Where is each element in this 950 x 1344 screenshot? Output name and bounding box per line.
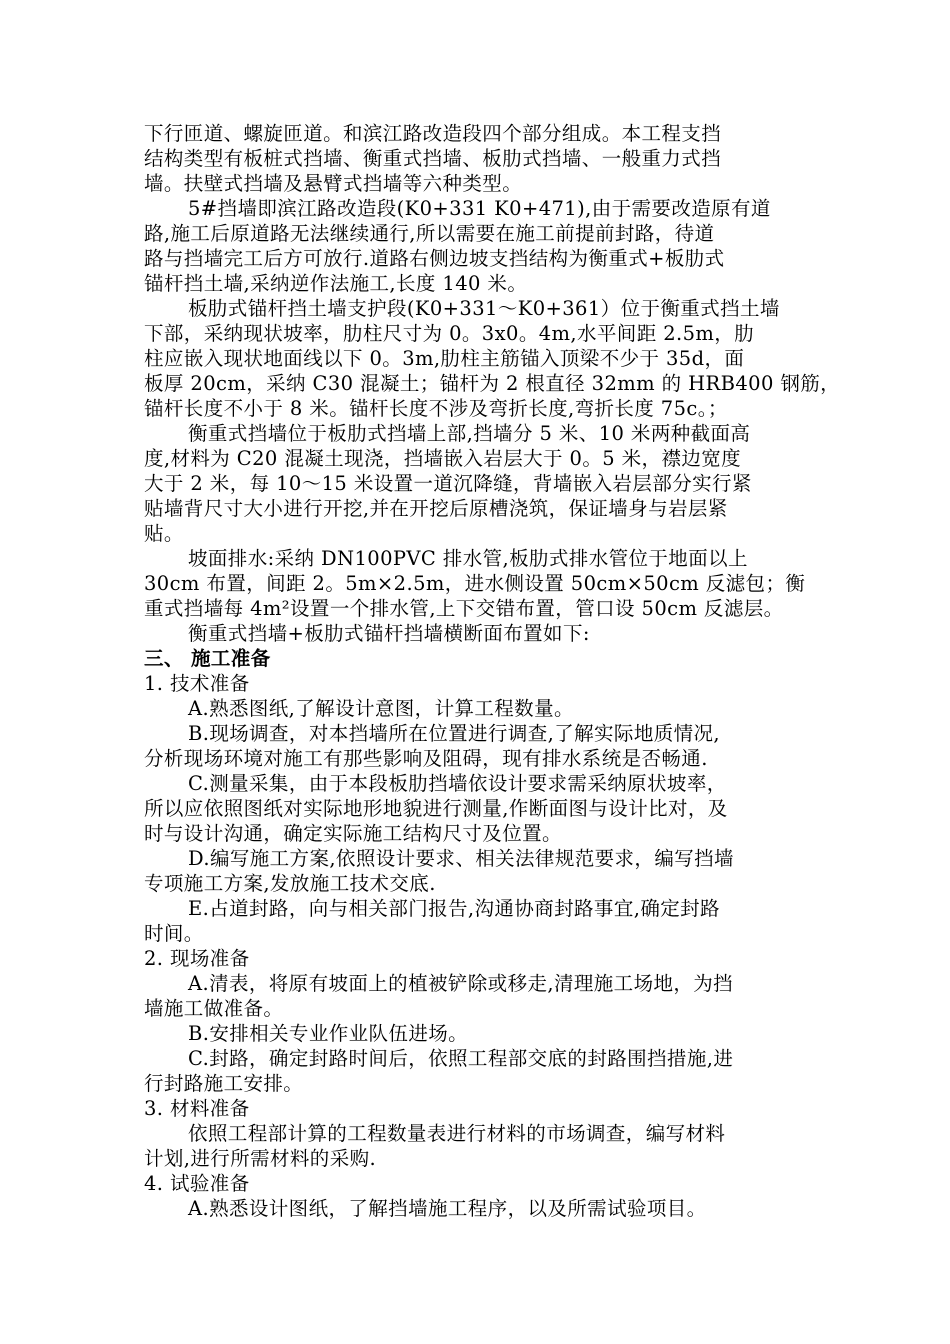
paragraph-line: E.占道封路，向与相关部门报告,沟通协商封路事宜,确定封路 xyxy=(188,897,720,920)
paragraph-line: 路与挡墙完工后方可放行.道路右侧边坡支挡结构为衡重式+板肋式 xyxy=(144,247,725,270)
paragraph-line: 墙。扶壁式挡墙及悬臂式挡墙等六种类型。 xyxy=(144,172,523,195)
paragraph-line: 度,材料为 C20 混凝土现浇，挡墙嵌入岩层大于 0。5 米，襟边宽度 xyxy=(144,447,742,470)
paragraph-line: 专项施工方案,发放施工技术交底. xyxy=(144,872,436,895)
paragraph-line: 衡重式挡墙位于板肋式挡墙上部,挡墙分 5 米、10 米两种截面高 xyxy=(188,422,751,445)
paragraph-line: 墙施工做准备。 xyxy=(144,997,284,1020)
paragraph-line: 行封路施工安排。 xyxy=(144,1072,304,1095)
paragraph-line: 下行匝道、螺旋匝道。和滨江路改造段四个部分组成。本工程支挡 xyxy=(144,122,722,145)
section-heading: 三、 施工准备 xyxy=(144,647,271,670)
paragraph-line: 下部，采纳现状坡率，肋柱尺寸为 0。3x0。4m,水平间距 2.5m，肋 xyxy=(144,322,755,345)
paragraph-line: 板厚 20cm，采纳 C30 混凝土；锚杆为 2 根直径 32mm 的 HRB400 钢筋， xyxy=(144,372,841,395)
paragraph-line: 贴墙背尺寸大小进行开挖,并在开挖后原槽浇筑，保证墙身与岩层紧 xyxy=(144,497,728,520)
paragraph-line: 贴。 xyxy=(144,522,184,545)
paragraph-line: 时与设计沟通，确定实际施工结构尺寸及位置。 xyxy=(144,822,562,845)
paragraph-line: 锚杆长度不小于 8 米。锚杆长度不涉及弯折长度,弯折长度 75c。； xyxy=(144,397,728,420)
paragraph-line: A.清表，将原有坡面上的植被铲除或移走,清理施工场地，为挡 xyxy=(188,972,734,995)
paragraph-line: 结构类型有板桩式挡墙、衡重式挡墙、板肋式挡墙、一般重力式挡 xyxy=(144,147,722,170)
paragraph-line: 分析现场环境对施工有那些影响及阻碍，现有排水系统是否畅通. xyxy=(144,747,708,770)
paragraph-line: 柱应嵌入现状地面线以下 0。3m,肋柱主筋锚入顶梁不少于 35d，面 xyxy=(144,347,745,370)
paragraph-line: 坡面排水:采纳 DN100PVC 排水管,板肋式排水管位于地面以上 xyxy=(188,547,748,570)
paragraph-line: 板肋式锚杆挡土墙支护段(K0+331～K0+361）位于衡重式挡土墙 xyxy=(188,297,780,320)
paragraph-line: A.熟悉设计图纸，了解挡墙施工程序，以及所需试验项目。 xyxy=(188,1197,707,1220)
paragraph-line: 30cm 布置，间距 2。5m×2.5m，进水侧设置 50cm×50cm 反滤包；衡 xyxy=(144,572,806,595)
paragraph-line: 时间。 xyxy=(144,922,204,945)
subsection-heading: 4. 试验准备 xyxy=(144,1172,250,1195)
paragraph-line: C.测量采集，由于本段板肋挡墙依设计要求需采纳原状坡率， xyxy=(188,772,727,795)
paragraph-line: 路,施工后原道路无法继续通行,所以需要在施工前提前封路，待道 xyxy=(144,222,715,245)
subsection-heading: 1. 技术准备 xyxy=(144,672,250,695)
paragraph-line: 5#挡墙即滨江路改造段(K0+331 K0+471),由于需要改造原有道 xyxy=(188,197,771,220)
paragraph-line: 重式挡墙每 4m²设置一个排水管,上下交错布置，管口设 50cm 反滤层。 xyxy=(144,597,784,620)
paragraph-line: A.熟悉图纸,了解设计意图，计算工程数量。 xyxy=(188,697,574,720)
subsection-heading: 2. 现场准备 xyxy=(144,947,250,970)
paragraph-line: 大于 2 米，每 10～15 米设置一道沉降缝，背墙嵌入岩层部分实行紧 xyxy=(144,472,752,495)
paragraph-line: 衡重式挡墙+板肋式锚杆挡墙横断面布置如下: xyxy=(188,622,590,645)
paragraph-line: 所以应依照图纸对实际地形地貌进行测量,作断面图与设计比对，及 xyxy=(144,797,728,820)
paragraph-line: 计划,进行所需材料的采购. xyxy=(144,1147,377,1170)
paragraph-line: 依照工程部计算的工程数量表进行材料的市场调查，编写材料 xyxy=(188,1122,726,1145)
paragraph-line: C.封路，确定封路时间后，依照工程部交底的封路围挡措施,进 xyxy=(188,1047,734,1070)
paragraph-line: 锚杆挡土墙,采纳逆作法施工,长度 140 米。 xyxy=(144,272,528,295)
paragraph-line: B.现场调查，对本挡墙所在位置进行调查,了解实际地质情况, xyxy=(188,722,721,745)
paragraph-line: D.编写施工方案,依照设计要求、相关法律规范要求，编写挡墙 xyxy=(188,847,734,870)
paragraph-line: B.安排相关专业作业队伍进场。 xyxy=(188,1022,469,1045)
subsection-heading: 3. 材料准备 xyxy=(144,1097,250,1120)
